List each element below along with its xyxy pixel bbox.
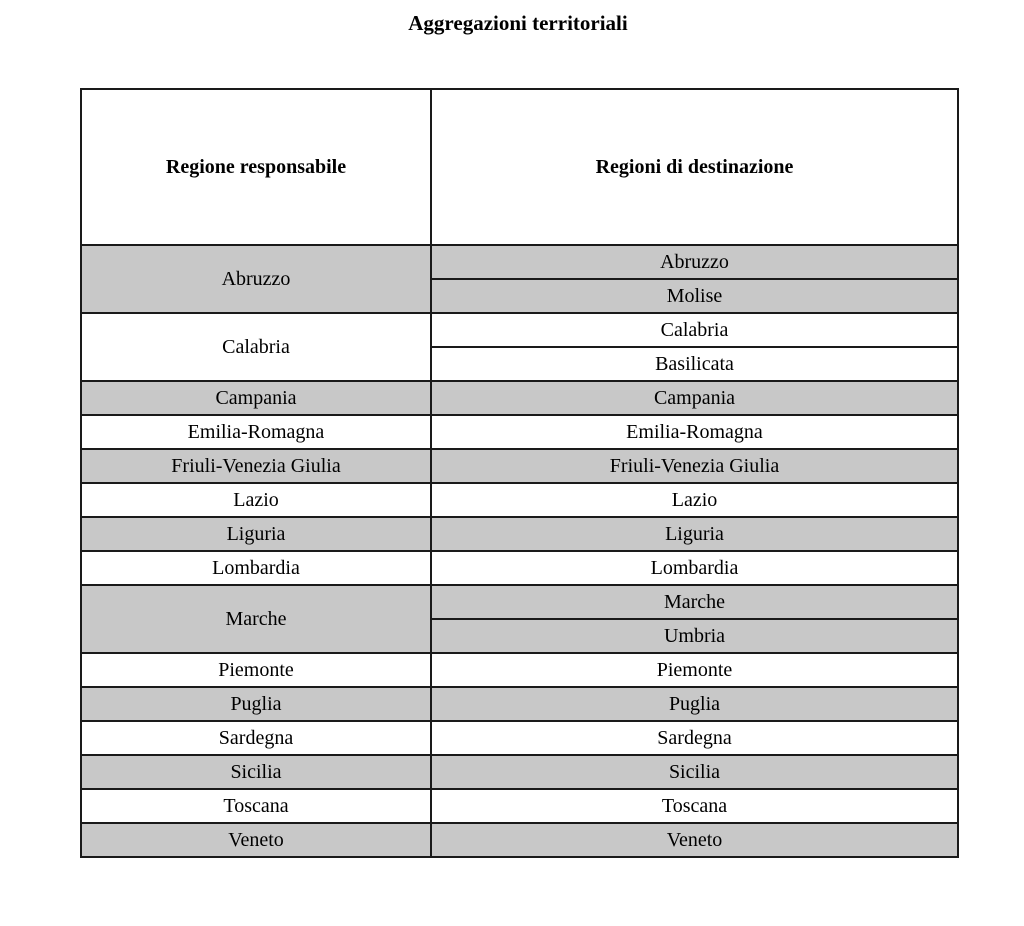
- cell-regione-destinazione: Calabria: [431, 313, 958, 347]
- table-row: [81, 551, 958, 585]
- table-row: [81, 687, 958, 721]
- cell-regione-destinazione: Sicilia: [431, 755, 958, 789]
- cell-regione-responsabile: Emilia-Romagna: [81, 415, 431, 449]
- cell-regione-responsabile: Lombardia: [81, 551, 431, 585]
- cell-regione-destinazione: Puglia: [431, 687, 958, 721]
- table-body: [81, 245, 958, 857]
- table-row: [81, 517, 958, 551]
- table-row: [81, 653, 958, 687]
- cell-regione-responsabile: Piemonte: [81, 653, 431, 687]
- cell-regione-destinazione: Veneto: [431, 823, 958, 857]
- cell-regione-responsabile: Sicilia: [81, 755, 431, 789]
- cell-regione-responsabile: Lazio: [81, 483, 431, 517]
- cell-regione-destinazione: Lazio: [431, 483, 958, 517]
- table-row: [81, 449, 958, 483]
- table-row: [81, 721, 958, 755]
- page-title: Aggregazioni territoriali: [408, 11, 628, 35]
- cell-regione-responsabile: Toscana: [81, 789, 431, 823]
- cell-regione-destinazione: Abruzzo: [431, 245, 958, 279]
- cell-regione-responsabile: Calabria: [81, 313, 431, 381]
- table-row: [81, 415, 958, 449]
- cell-regione-responsabile: Veneto: [81, 823, 431, 857]
- cell-regione-responsabile: Abruzzo: [81, 245, 431, 313]
- cell-regione-responsabile: Puglia: [81, 687, 431, 721]
- cell-regione-responsabile: Liguria: [81, 517, 431, 551]
- cell-regione-destinazione: Molise: [431, 279, 958, 313]
- cell-regione-responsabile: Sardegna: [81, 721, 431, 755]
- cell-regione-destinazione: Friuli-Venezia Giulia: [431, 449, 958, 483]
- table-row: [81, 245, 958, 279]
- aggregazioni-table: [80, 88, 959, 858]
- table-header-row: [81, 89, 958, 245]
- cell-regione-destinazione: Emilia-Romagna: [431, 415, 958, 449]
- cell-regione-destinazione: Toscana: [431, 789, 958, 823]
- cell-regione-destinazione: Umbria: [431, 619, 958, 653]
- table-row: [81, 313, 958, 347]
- table-row: [81, 789, 958, 823]
- cell-regione-responsabile: Marche: [81, 585, 431, 653]
- header-regione-responsabile: Regione responsabile: [81, 89, 431, 245]
- cell-regione-destinazione: Sardegna: [431, 721, 958, 755]
- cell-regione-responsabile: Campania: [81, 381, 431, 415]
- cell-regione-destinazione: Marche: [431, 585, 958, 619]
- table-row: [81, 381, 958, 415]
- cell-regione-destinazione: Campania: [431, 381, 958, 415]
- table-row: [81, 483, 958, 517]
- cell-regione-responsabile: Friuli-Venezia Giulia: [81, 449, 431, 483]
- table-row: [81, 755, 958, 789]
- cell-regione-destinazione: Piemonte: [431, 653, 958, 687]
- cell-regione-destinazione: Basilicata: [431, 347, 958, 381]
- header-regioni-destinazione: Regioni di destinazione: [431, 89, 958, 245]
- table-row: [81, 823, 958, 857]
- cell-regione-destinazione: Liguria: [431, 517, 958, 551]
- cell-regione-destinazione: Lombardia: [431, 551, 958, 585]
- table-row: [81, 585, 958, 619]
